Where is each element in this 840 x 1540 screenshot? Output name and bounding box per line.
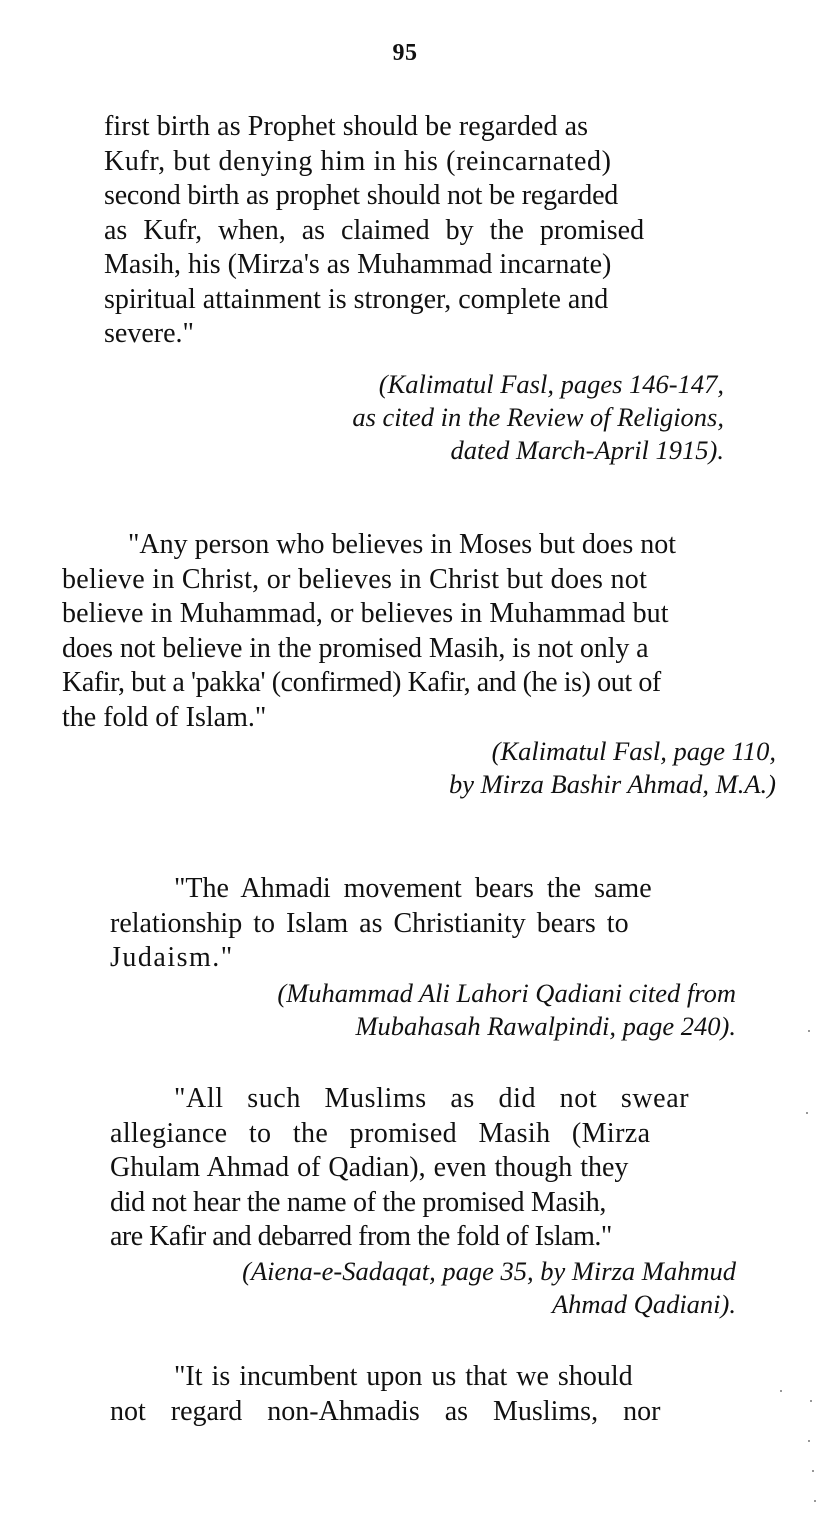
text-line: "Any person who believes in Moses but does not <box>128 529 677 560</box>
text-line: believe in Muhammad, or believes in Muhammad but <box>62 598 669 629</box>
citation-line: Mubahasah Rawalpindi, page 240). <box>355 1011 736 1041</box>
text-line: "The Ahmadi movement bears the same <box>174 873 652 904</box>
quote-paragraph <box>110 1360 734 1429</box>
citation <box>150 977 736 1043</box>
text-line: Judaism." <box>110 942 234 973</box>
text-line: as Kufr, when, as claimed by the promised <box>104 214 645 246</box>
quote-paragraph <box>62 528 778 735</box>
text-line: first birth as Prophet should be regarded as <box>104 111 589 142</box>
text-line: allegiance to the promised Masih (Mirza <box>110 1117 651 1149</box>
text-line: did not hear the name of the promised Masih, <box>110 1186 607 1218</box>
citation <box>240 368 724 467</box>
text-line: not regard non-Ahmadis as Muslims, nor <box>110 1395 661 1427</box>
text-line: severe." <box>104 318 194 349</box>
citation <box>120 1255 736 1321</box>
text-line: Masih, his (Mirza's as Muhammad incarnate) <box>104 249 612 280</box>
text-line: "All such Muslims as did not swear <box>174 1083 690 1114</box>
scan-speck <box>780 1390 782 1392</box>
scan-speck <box>808 1030 810 1032</box>
page-number: 95 <box>392 40 418 66</box>
text-line: Ghulam Ahmad of Qadian), even though they <box>110 1152 629 1183</box>
quote-paragraph <box>110 872 736 976</box>
citation-line: (Kalimatul Fasl, pages 146-147, <box>378 369 724 399</box>
citation-line: by Mirza Bashir Ahmad, M.A.) <box>448 769 776 799</box>
scan-speck <box>814 1500 816 1502</box>
citation-line: (Aiena-e-Sadaqat, page 35, by Mirza Mahmud <box>242 1256 736 1286</box>
scan-speck <box>812 1470 814 1472</box>
citation-line: (Muhammad Ali Lahori Qadiani cited from <box>277 978 736 1008</box>
text-line: spiritual attainment is stronger, complete and <box>104 283 609 315</box>
scan-speck <box>806 1112 808 1114</box>
quote-paragraph <box>110 1082 734 1255</box>
text-line: Kufr, but denying him in his (reincarnated) <box>104 145 612 177</box>
text-line: the fold of Islam." <box>62 701 267 733</box>
scan-speck <box>808 1440 810 1442</box>
text-line: "It is incumbent upon us that we should <box>174 1361 633 1392</box>
text-line: second birth as prophet should not be regarded <box>104 180 619 211</box>
text-line: does not believe in the promised Masih, is not only a <box>62 632 649 664</box>
quote-paragraph <box>104 110 726 352</box>
citation <box>320 735 776 801</box>
text-line: Kafir, but a 'pakka' (confirmed) Kafir, and (he is) out of <box>62 667 661 698</box>
citation-line: dated March-April 1915). <box>450 435 724 465</box>
citation-line: Ahmad Qadiani). <box>551 1289 736 1319</box>
text-line: relationship to Islam as Christianity bears to <box>110 907 629 939</box>
text-line: believe in Christ, or believes in Christ but does not <box>62 563 648 595</box>
citation-line: as cited in the Review of Religions, <box>352 402 724 432</box>
scan-speck <box>810 1400 812 1402</box>
text-line: are Kafir and debarred from the fold of Islam." <box>110 1221 612 1252</box>
citation-line: (Kalimatul Fasl, page 110, <box>491 736 776 766</box>
